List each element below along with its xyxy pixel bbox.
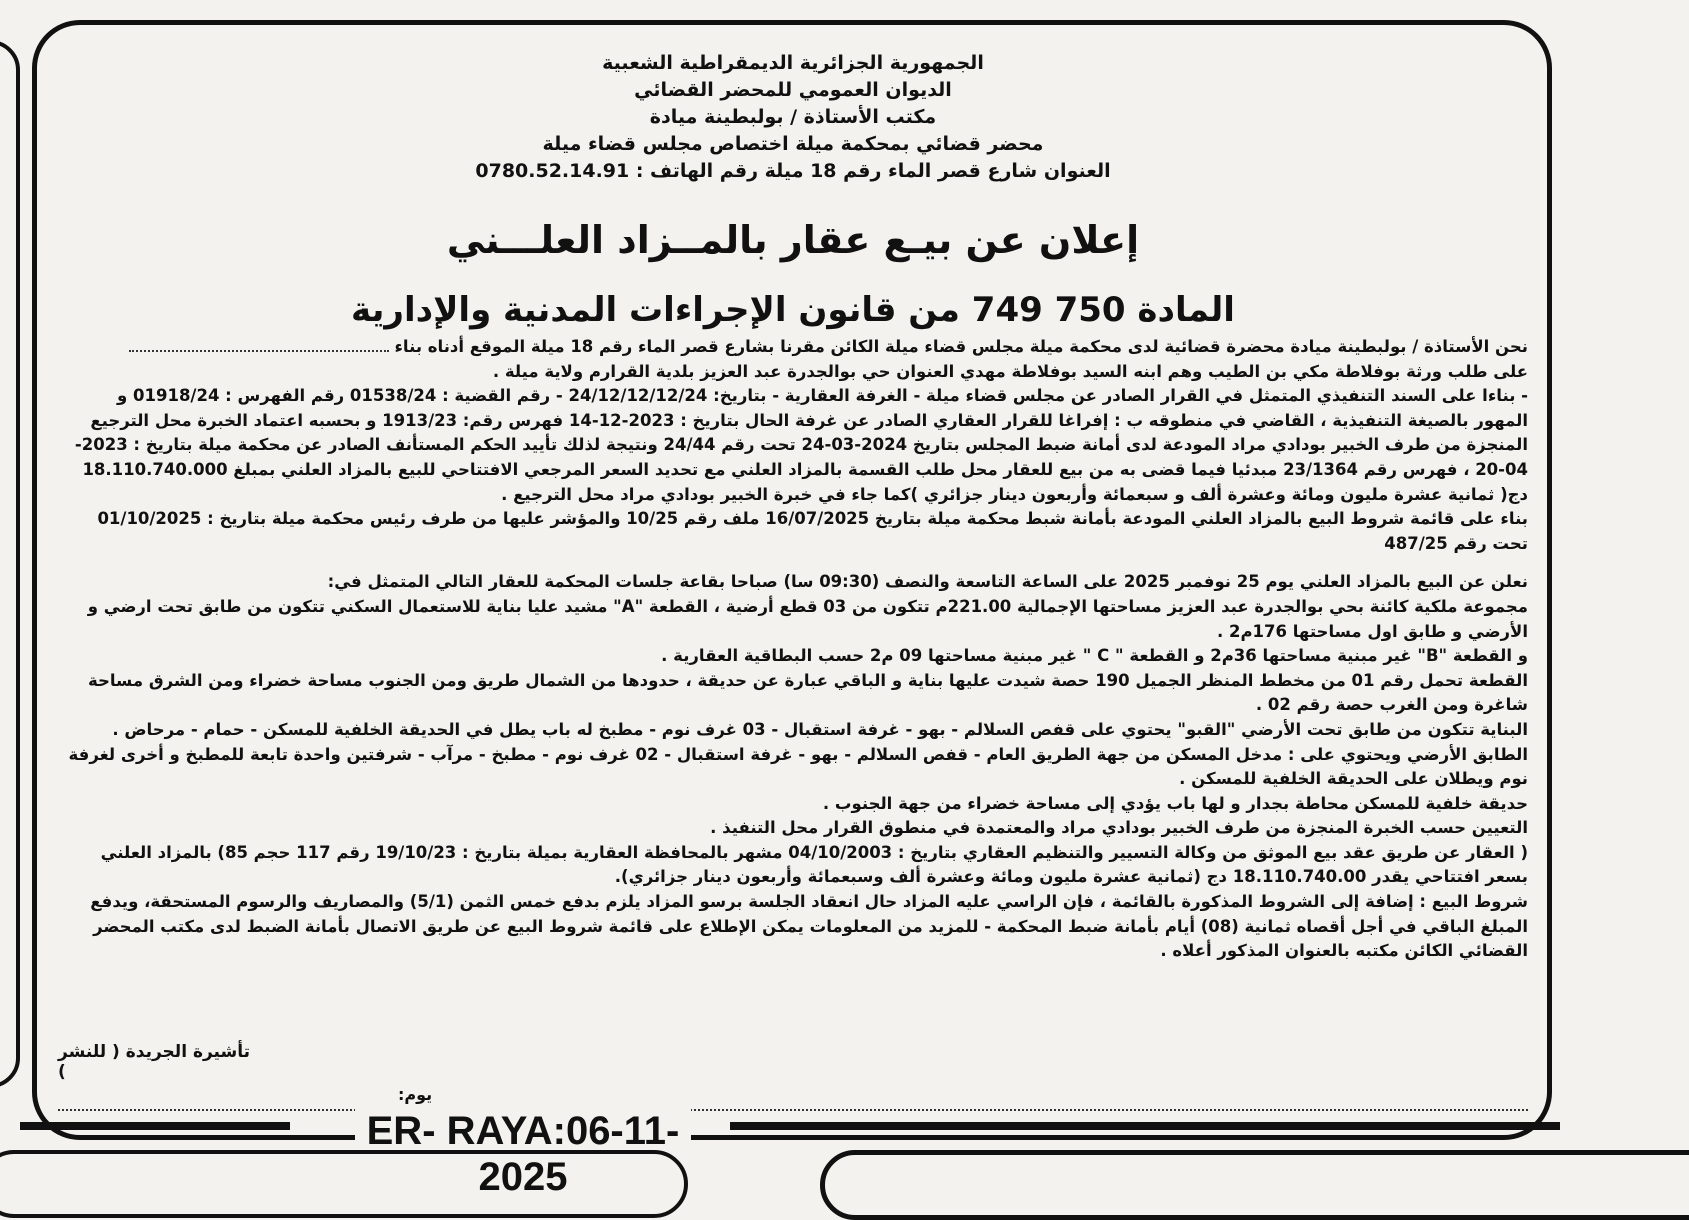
paragraph-sale-terms: شروط البيع : إضافة إلى الشروط المذكورة بالقائمة ، فإن الراسي عليه المزاد حال انعقاد الجلسة برسو المزاد يلزم بدفع خمس الثمن (5/1) والمصاريف والرسوم المستحقة، ويدفع المبلغ الباقي في أجل أقصاه ثمانية (08) أيام بأمانة ضبط المحكمة - للمزيد من المعلومات يمكن الإطلاع على قائمة شروط البيع عن طريق الاتصال بأمانة الضبط لدى مكتب المحضر القضائي الكائن مكتبه بالعنوان المذكور أعلاه . xyxy=(90,892,1528,961)
header-republic: الجمهورية الجزائرية الديمقراطية الشعبية xyxy=(602,52,984,74)
footer-rule-right xyxy=(730,1122,1560,1130)
paragraph-designation: التعيين حسب الخبرة المنجزة من طرف الخبير بودادي مراد والمعتمدة في منطوق القرار محل التنفيذ . xyxy=(710,818,1528,838)
header-office: الديوان العمومي للمحضر القضائي xyxy=(634,79,952,101)
adjacent-ad-frame xyxy=(0,40,20,1088)
letterhead xyxy=(58,50,1528,185)
paragraph-deed: ( العقار عن طريق عقد بيع الموثق من وكالة التسيير والتنظيم العقاري بتاريخ : 04/10/2003 مشهر بالمحافظة العقارية بميلة بتاريخ : 19/10/23 رقم 117 حجم 85) بالمزاد العلني بسعر افتتاحي يقدر 18.110.740.00 دج (ثمانية عشرة مليون ومائة وعشرة ألف وسبعمائة وأربعون دينار جزائري). xyxy=(100,842,1528,887)
dotted-line xyxy=(58,1109,1528,1111)
header-jurisdiction: محضر قضائي بمحكمة ميلة اختصاص مجلس قضاء ميلة xyxy=(542,133,1044,155)
paragraph-requester: على طلب ورثة بوفلاطة مكي بن الطيب وهم ابنه السيد بوفلاطة مهدي العنوان حي بوالجدرة عبد العزيز بلدية القرارم ولاية ميلة . xyxy=(492,361,1528,381)
header-bailiff: مكتب الأستاذة / بولبطينة ميادة xyxy=(649,106,937,128)
paragraph-garden: حديقة خلفية للمسكن محاطة بجدار و لها باب يؤدي إلى مساحة خضراء من جهة الجنوب . xyxy=(822,793,1528,813)
next-ad-frame-right xyxy=(820,1150,1689,1220)
next-ad-frame-left xyxy=(0,1150,688,1218)
ad-body xyxy=(58,335,1528,964)
newspaper-visa: تأشيرة الجريدة ( للنشر ) xyxy=(58,1042,250,1082)
footer-rule-left xyxy=(20,1122,290,1130)
day-row xyxy=(58,1085,1528,1113)
paragraph-sale-date: نعلن عن البيع بالمزاد العلني يوم 25 نوفمبر 2025 على الساعة التاسعة والنصف (09:30 سا) صباحا بقاعة جلسات المحكمة للعقار التالي المتمثل في: xyxy=(327,572,1528,592)
ad-content xyxy=(58,50,1528,1104)
paragraph-executive-title: - بناءا على السند التنفيذي المتمثل في القرار الصادر عن مجلس قضاء ميلة - الغرفة العقارية - بتاريخ: 24/12/12/12/24 - رقم القضية : 01538/24 رقم الفهرس : 01918/24 و المهور بالصيغة التنفيذية ، القاضي في منطوقه ب : إفراغا للقرار العقاري الصادر عن غرفة الحال بتاريخ : 2023-12-14 فهرس رقم: 1913/23 و بحسبه اعتماد الخبرة محل الترجيع المنجزة من طرف الخبير بودادي مراد المودعة لدى أمانة ضبط المجلس بتاريخ 2024-03-24 تحت رقم 24/44 ونتيجة لذلك تأييد الحكم المستأنف الصادر عن محكمة ميلة بتاريخ : 2023-04-20 ، فهرس رقم 23/1364 مبدئيا فيما قضى به من بيع للعقار محل طلب القسمة بالمزاد العلني مع تحديد السعر المرجعي الافتتاحي للبيع بالمزاد العلني بمبلغ 18.110.740.000 دج( ثمانية عشرة مليون ومائة وعشرة ألف و سبعمائة وأربعون دينار جزائري )كما جاء في خبرة الخبير بودادي مراد محل الترجيع . xyxy=(74,386,1528,504)
day-label: يوم: xyxy=(398,1085,433,1104)
paragraph-basement: البناية تتكون من طابق تحت الأرضي "القبو" يحتوي على قفص السلالم - بهو - غرفة استقبال - 03 غرف نوم - مطبخ له باب يطل في الحديقة الخلفية للمسكن - حمام - مرحاض . xyxy=(112,719,1528,739)
paragraph-intro: نحن الأستاذة / بولبطينة ميادة محضرة قضائية لدى محكمة ميلة مجلس قضاء ميلة الكائن مقرنا بشارع قصر الماء رقم 18 ميلة الموقع أدناه بناء xyxy=(58,335,1528,360)
ad-subtitle: المادة 750 749 من قانون الإجراءات المدنية والإدارية xyxy=(351,290,1235,330)
ad-title: إعلان عن بيـع عقار بالمــزاد العلـــني xyxy=(446,218,1140,262)
paragraph-ground-floor: الطابق الأرضي ويحتوي على : مدخل المسكن من جهة الطريق العام - قفص السلالم - بهو - غرفة استقبال - 02 غرف نوم - مطبخ - مرآب - شرفتين واحدة تابعة للمطبخ و أخرى لغرفة نوم ويطلان على الحديقة الخلفية للمسكن . xyxy=(68,744,1528,789)
paragraph-boundaries: القطعة تحمل رقم 01 من مخطط المنظر الجميل 190 حصة شيدت عليها بناية و الباقي عبارة عن حديقة ، حدودها من الشمال طريق ومن الجنوب مساحة خضراء ومن الشرق مساحة شاغرة ومن الغرب حصة رقم 02 . xyxy=(87,670,1528,715)
paragraph-property: مجموعة ملكية كائنة بحي بوالجدرة عبد العزيز مساحتها الإجمالية 221.00م تتكون من 03 قطع أرضية ، القطعة "A" مشيد عليا بناية للاستعمال السكني تتكون من طابق تحت ارضي و الأرضي و طابق اول مساحتها 176م2 . xyxy=(87,596,1528,641)
spacer xyxy=(58,556,1528,570)
header-address: العنوان شارع قصر الماء رقم 18 ميلة رقم الهاتف : 0780.52.14.91 xyxy=(475,160,1111,182)
paragraph-conditions-list: بناء على قائمة شروط البيع بالمزاد العلني المودعة بأمانة شبط محكمة ميلة بتاريخ 16/07/2025 ملف رقم 10/25 والمؤشر عليها من طرف رئيس محكمة ميلة بتاريخ : 01/10/2025 تحت رقم 487/25 xyxy=(97,509,1528,553)
dotted-leader xyxy=(129,350,389,352)
paragraph-plots: و القطعة "B" غير مبنية مساحتها 36م2 و القطعة " C " غير مبنية مساحتها 09 م2 حسب البطاقية العقارية . xyxy=(661,646,1528,666)
publication-stamp: ER- RAYA:06-11-2025 xyxy=(355,1108,691,1154)
